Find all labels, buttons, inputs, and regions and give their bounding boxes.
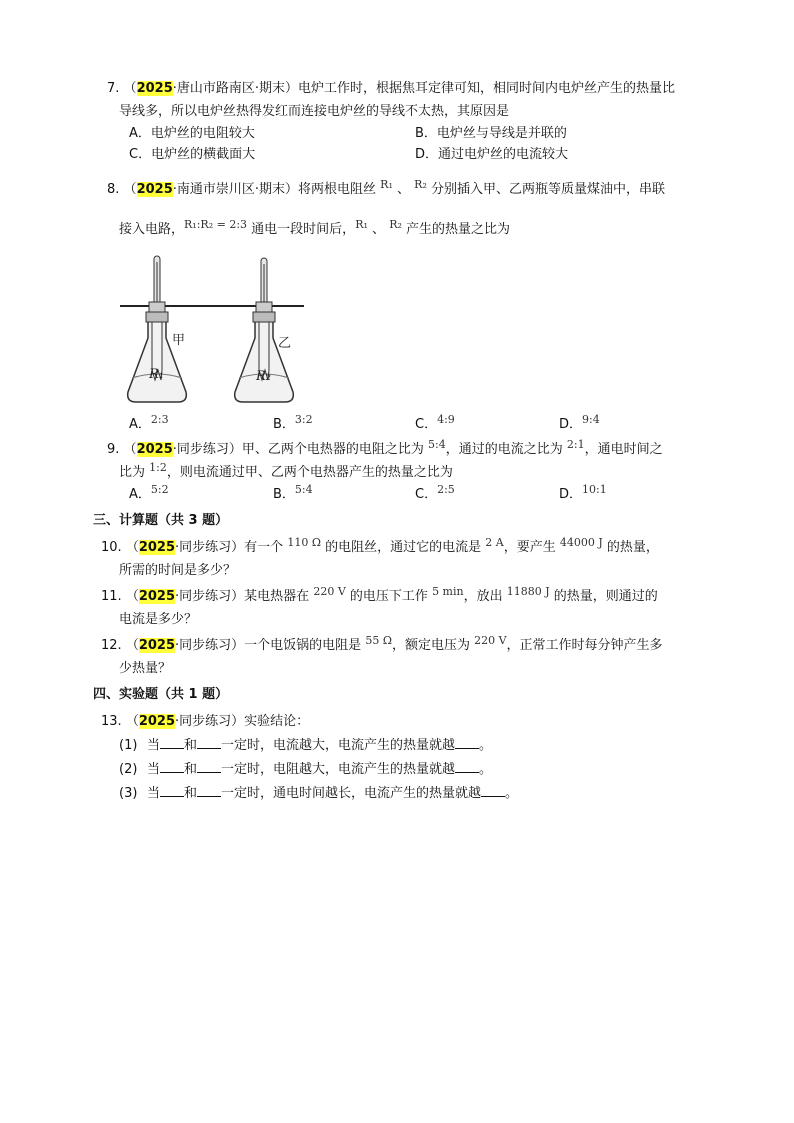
option-b[interactable]: B．$^{3:2}$ [273, 413, 313, 432]
question-8-line-1: 8. （2025·南通市崇川区·期末）将两根电阻丝 $^{R_1}$ 、 $^{R_2}$ 分别插入甲、乙两瓶等质量煤油中，串联 [107, 178, 666, 197]
label-yi: 乙 [278, 336, 292, 351]
year-highlight: 2025 [138, 540, 176, 555]
question-source: ·同步练习） [175, 540, 245, 555]
option-c[interactable]: C．电炉丝的横截面大 [129, 147, 256, 162]
question-source: ·同步练习） [175, 638, 245, 653]
sub-question-2: (2) 当 和 一定时，电阻越大，电流产生的热量就越 。 [119, 762, 493, 777]
math-r1: R₁ [380, 178, 393, 191]
question-10-line-2: 所需的时间是多少？ [119, 563, 237, 578]
option-d[interactable]: D．通过电炉丝的电流较大 [415, 147, 569, 162]
year-highlight: 2025 [136, 442, 173, 457]
option-c[interactable]: C．$^{2:5}$ [415, 483, 455, 502]
answer-blank[interactable] [197, 736, 221, 749]
question-number: 12. [101, 638, 122, 653]
option-d[interactable]: D．$^{10:1}$ [559, 483, 607, 502]
question-12-line-2: 少热量？ [119, 661, 172, 676]
option-d[interactable]: D．$^{9:4}$ [559, 413, 600, 432]
label-r1: R₁ [149, 367, 164, 382]
sub-question-3: (3) 当 和 一定时，通电时间越长，电流产生的热量就越 。 [119, 786, 519, 801]
question-7-line-1: 7. （2025·唐山市路南区·期末）电炉工作时，根据焦耳定律可知，相同时间内电炉丝产生的热量比 [107, 81, 676, 96]
math-ratio: R₁:R₂ = 2:3 [184, 218, 248, 231]
question-number: 8. [107, 182, 120, 197]
question-source: ·同步练习） [172, 442, 242, 457]
answer-blank[interactable] [160, 760, 184, 773]
option-a[interactable]: A．$^{2:3}$ [129, 413, 169, 432]
question-12-line-1: 12. （2025·同步练习）一个电饭锅的电阻是 $^{55 \Omega}$，额定电压为 $^{220 V}$，正常工作时每分钟产生多 [101, 634, 663, 653]
answer-blank[interactable] [160, 784, 184, 797]
question-source: ·南通市崇川区·期末） [172, 182, 299, 197]
sub-question-1: (1) 当 和 一定时，电流越大，电流产生的热量就越 。 [119, 738, 493, 753]
answer-blank[interactable] [455, 736, 479, 749]
option-c[interactable]: C．$^{4:9}$ [415, 413, 455, 432]
question-number: 11. [101, 589, 122, 604]
option-b[interactable]: B．电炉丝与导线是并联的 [415, 126, 567, 141]
answer-blank[interactable] [197, 784, 221, 797]
question-number: 7. [107, 81, 120, 96]
question-number: 10. [101, 540, 122, 555]
section-heading-calculation: 三、计算题（共 3 题） [93, 513, 229, 528]
math-r2: R₂ [414, 178, 427, 191]
question-11-line-2: 电流是多少？ [119, 612, 198, 627]
question-text: 电炉工作时，根据焦耳定律可知，相同时间内电炉丝产生的热量比 [298, 81, 676, 96]
year-highlight: 2025 [138, 638, 176, 653]
year-highlight: 2025 [138, 589, 176, 604]
label-r2: R₂ [256, 369, 271, 384]
flask-jia [128, 318, 187, 402]
question-source: ·同步练习） [175, 714, 245, 729]
math-r2: R₂ [389, 218, 402, 231]
question-number: 9. [107, 442, 120, 457]
option-b[interactable]: B．$^{5:4}$ [273, 483, 313, 502]
option-a[interactable]: A．电炉丝的电阻较大 [129, 126, 255, 141]
question-10-line-1: 10. （2025·同步练习）有一个 $^{110 \Omega}$ 的电阻丝，通过它的电流是 $^{2 A}$，要产生 $^{44000 J}$ 的热量， [101, 536, 659, 555]
year-highlight: 2025 [136, 182, 173, 197]
answer-blank[interactable] [455, 760, 479, 773]
label-jia: 甲 [172, 333, 186, 348]
year-highlight: 2025 [138, 714, 176, 729]
math-r1: R₁ [355, 218, 368, 231]
question-number: 13. [101, 714, 122, 729]
question-8-line-2: 接入电路，$^{R_1:R_2 = 2:3}$ 通电一段时间后，$^{R_1}$ 、 $^{R_2}$ 产生的热量之比为 [119, 218, 511, 237]
question-9-line-1: 9. （2025·同步练习）甲、乙两个电热器的电阻之比为 $^{5:4}$，通过的电流之比为 $^{2:1}$，通电时间之 [107, 438, 663, 457]
question-13-line-1: 13. （2025·同步练习）实验结论： [101, 714, 310, 729]
answer-blank[interactable] [481, 784, 505, 797]
question-source: ·唐山市路南区·期末） [172, 81, 299, 96]
question-11-line-1: 11. （2025·同步练习）某电热器在 $^{220 V}$ 的电压下工作 $^{5 min}$，放出 $^{11880 J}$ 的热量，则通过的 [101, 585, 658, 604]
answer-blank[interactable] [197, 760, 221, 773]
year-highlight: 2025 [136, 81, 173, 96]
question-9-line-2: 比为 $^{1:2}$，则电流通过甲、乙两个电热器产生的热量之比为 [119, 461, 453, 480]
answer-blank[interactable] [160, 736, 184, 749]
option-a[interactable]: A．$^{5:2}$ [129, 483, 169, 502]
question-7-line-2: 导线多，所以电炉丝热得发红而连接电炉丝的导线不太热，其原因是 [119, 104, 510, 119]
section-heading-experiment: 四、实验题（共 1 题） [93, 687, 229, 702]
flask-apparatus-figure [118, 252, 308, 410]
flask-yi [235, 318, 294, 402]
question-source: ·同步练习） [175, 589, 245, 604]
